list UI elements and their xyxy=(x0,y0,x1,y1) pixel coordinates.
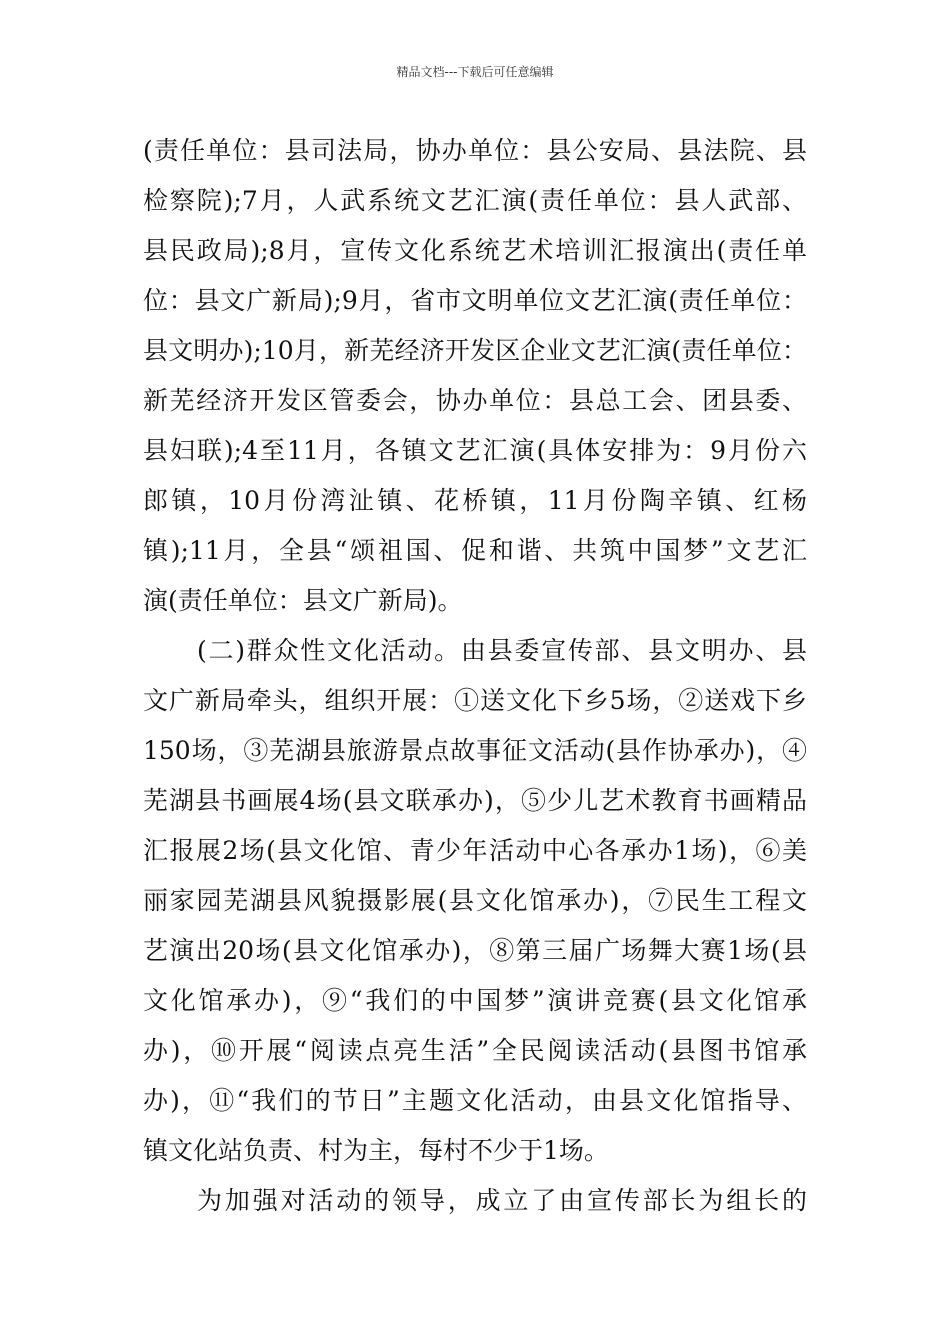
text-line: 镇);11月，全县“颂祖国、促和谐、共筑中国梦”文艺汇 xyxy=(143,536,807,565)
text-line: 位：县文广新局);9月，省市文明单位文艺汇演(责任单位： xyxy=(143,286,807,315)
text-line: 镇文化站负责、村为主，每村不少于1场。 xyxy=(143,1136,609,1165)
text-line: 为加强对活动的领导，成立了由宣传部长为组长的 xyxy=(197,1186,807,1215)
text-line: 办)，⑪“我们的节日”主题文化活动，由县文化馆指导、 xyxy=(143,1086,807,1115)
text-line: 郎镇，10月份湾沚镇、花桥镇，11月份陶辛镇、红杨 xyxy=(143,486,807,515)
text-line: 县妇联);4至11月，各镇文艺汇演(具体安排为：9月份六 xyxy=(143,436,807,465)
paragraph-leadership xyxy=(143,1176,807,1226)
text-line: (二)群众性文化活动。由县委宣传部、县文明办、县 xyxy=(197,636,807,665)
text-line: 演(责任单位：县文广新局)。 xyxy=(143,586,463,615)
text-line: 芜湖县书画展4场(县文联承办)，⑤少儿艺术教育书画精品 xyxy=(143,786,807,815)
text-line: 县文明办);10月，新芜经济开发区企业文艺汇演(责任单位： xyxy=(143,336,807,365)
text-line: 办)，⑩开展“阅读点亮生活”全民阅读活动(县图书馆承 xyxy=(143,1036,807,1065)
text-line: 新芜经济开发区管委会，协办单位：县总工会、团县委、 xyxy=(143,386,807,415)
text-line: 检察院);7月，人武系统文艺汇演(责任单位：县人武部、 xyxy=(143,186,807,215)
text-line: 艺演出20场(县文化馆承办)，⑧第三届广场舞大赛1场(县 xyxy=(143,936,807,965)
document-body xyxy=(143,126,807,1226)
text-line: 丽家园芜湖县风貌摄影展(县文化馆承办)，⑦民生工程文 xyxy=(143,886,807,915)
text-line: 汇报展2场(县文化馆、青少年活动中心各承办1场)，⑥美 xyxy=(143,836,807,865)
text-line: 文广新局牵头，组织开展：①送文化下乡5场，②送戏下乡 xyxy=(143,686,807,715)
text-line: 文化馆承办)，⑨“我们的中国梦”演讲竞赛(县文化馆承 xyxy=(143,986,807,1015)
text-line: 县民政局);8月，宣传文化系统艺术培训汇报演出(责任单 xyxy=(143,236,807,265)
page-header: 精品文档---下载后可任意编辑 xyxy=(396,65,554,79)
paragraph-mass-culture-activities xyxy=(143,626,807,1176)
text-line: (责任单位：县司法局，协办单位：县公安局、县法院、县 xyxy=(143,136,807,165)
paragraph-performances xyxy=(143,126,807,626)
text-line: 150场，③芜湖县旅游景点故事征文活动(县作协承办)，④ xyxy=(143,736,807,765)
